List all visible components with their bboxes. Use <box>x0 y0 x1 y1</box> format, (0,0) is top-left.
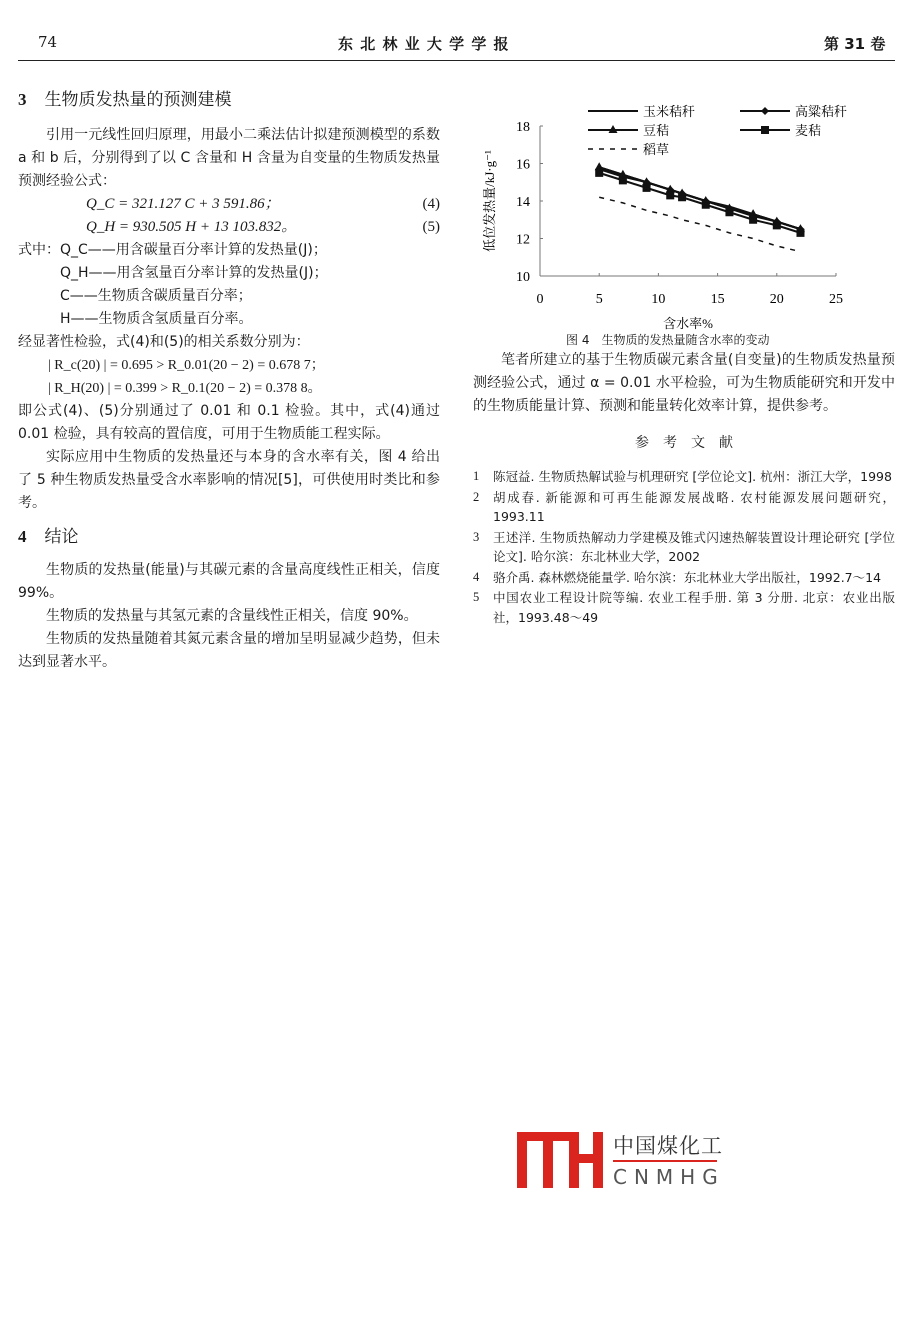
page-number: 74 <box>38 33 58 51</box>
reference-item <box>473 568 895 588</box>
reference-item <box>473 528 895 567</box>
paragraph: 引用一元线性回归原理，用最小二乘法估计拟建预测模型的系数 a 和 b 后，分别得到了以 C 含量和 H 含量为自变量的生物质发热量预测经验公式： <box>18 127 440 189</box>
equation-4: Q_C = 321.127 C + 3 591.86； (4) <box>86 196 440 212</box>
legend-marker <box>761 126 769 134</box>
data-point <box>643 184 651 192</box>
x-tick-label: 15 <box>710 292 725 307</box>
y-tick-label: 18 <box>516 120 530 135</box>
x-tick-label: 25 <box>829 292 843 307</box>
references-heading: 参 考 文 献 <box>635 435 733 451</box>
reference-text: 胡成春. 新能源和可再生能源发展战略. 农村能源发展问题研究，1993.11 <box>493 489 895 524</box>
data-point <box>796 229 804 237</box>
data-point <box>749 216 757 224</box>
y-tick-label: 10 <box>516 270 530 285</box>
reference-text: 陈冠益. 生物质热解试验与机理研究 [学位论文]. 杭州：浙江大学，1998 <box>493 469 892 484</box>
definition: C——生物质含碳质量百分率； <box>60 288 252 304</box>
legend-label: 麦秸 <box>795 123 822 138</box>
logo-text-cn: 中国煤化工 <box>613 1134 723 1158</box>
series-line <box>599 173 800 233</box>
x-axis-label: 含水率% <box>663 316 713 331</box>
cnmhg-logo <box>515 1130 725 1192</box>
section-3-heading: 3 生物质发热量的预测建模 <box>18 90 232 110</box>
paragraph: 生物质的发热量与其氢元素的含量线性正相关，信度 90%。 <box>46 608 418 624</box>
y-axis-label: 低位发热量/kJ·g⁻¹ <box>482 150 497 252</box>
y-tick-label: 12 <box>516 232 530 248</box>
logo-mark-icon <box>515 1130 605 1190</box>
reference-number: 3 <box>473 529 480 544</box>
reference-number: 5 <box>473 590 480 604</box>
reference-item <box>473 488 895 527</box>
reference-number: 4 <box>473 569 480 584</box>
definition: Q_H——用含氢量百分率计算的发热量(J)； <box>60 265 328 281</box>
figure-4-chart <box>470 95 910 340</box>
legend-label: 玉米秸秆 <box>643 104 696 119</box>
series-line <box>599 167 800 229</box>
data-point <box>725 208 733 216</box>
x-tick-label: 20 <box>769 292 784 307</box>
logo-text-en: CNMHG <box>613 1165 725 1189</box>
y-tick-label: 14 <box>516 195 530 210</box>
data-point <box>678 193 686 201</box>
data-point <box>666 191 674 199</box>
definition: H——生物质含氢质量百分率。 <box>60 311 253 327</box>
y-tick-label: 16 <box>516 157 530 173</box>
legend-label: 豆秸 <box>643 123 670 138</box>
paragraph: 生物质的发热量(能量)与其碳元素的含量高度线性正相关，信度 99%。 <box>18 562 440 601</box>
x-tick-label: 10 <box>651 292 666 307</box>
volume-label: 第 31 卷 <box>824 35 886 53</box>
x-tick-label: 5 <box>595 292 603 307</box>
reference-text: 骆介禹. 森林燃烧能量学. 哈尔滨：东北林业大学出版社，1992.7～14 <box>493 569 882 585</box>
paragraph: 经显著性检验，式(4)和(5)的相关系数分别为： <box>18 334 310 350</box>
figure-caption: 图 4 生物质的发热量随含水率的变动 <box>566 333 770 347</box>
logo-rule <box>613 1160 717 1162</box>
legend-marker <box>761 107 769 115</box>
paragraph: 生物质的发热量随着其氮元素含量的增加呈明显减少趋势，但未达到显著水平。 <box>18 631 440 670</box>
data-point <box>773 221 781 229</box>
right-column <box>473 349 895 628</box>
paragraph: 实际应用中生物质的发热量还与本身的含水率有关，图 4 给出了 5 种生物质发热量受含水率影响的情况[5]，可供使用时类比和参考。 <box>18 449 440 511</box>
reference-item <box>473 588 895 627</box>
header-rule <box>18 60 895 61</box>
data-point <box>619 176 627 184</box>
equation-5: Q_H = 930.505 H + 13 103.832。 (5) <box>86 219 440 235</box>
correlation-h: | R_H(20) | = 0.399 > R_0.1(20 − 2) = 0.378 8。 <box>48 381 322 396</box>
reference-number: 2 <box>473 489 480 504</box>
left-column <box>18 88 440 674</box>
reference-item <box>473 467 895 487</box>
paragraph: 笔者所建立的基于生物质碳元素含量(自变量)的生物质发热量预测经验公式，通过 α = 0.01 水平检验，可为生物质能研究和开发中的生物质能量计算、预测和能量转化效率计算，提供参考。 <box>473 352 895 414</box>
correlation-c: | R_c(20) | = 0.695 > R_0.01(20 − 2) = 0.678 7； <box>48 358 325 373</box>
data-point <box>702 201 710 209</box>
paragraph: 即公式(4)、(5)分别通过了 0.01 和 0.1 检验。其中，式(4)通过 0.01 检验，具有较高的置信度，可用于生物质能工程实际。 <box>18 403 440 442</box>
definitions: 式中：Q_C——用含碳量百分率计算的发热量(J)； <box>18 242 327 258</box>
x-tick-label: 0 <box>536 292 544 307</box>
section-4-heading: 4 结论 <box>18 527 79 547</box>
journal-title: 东 北 林 业 大 学 学 报 <box>338 35 510 53</box>
reference-number: 1 <box>473 469 480 483</box>
reference-list <box>473 467 895 627</box>
reference-text: 王述洋. 生物质热解动力学建模及锥式闪速热解装置设计理论研究 [学位论文]. 哈尔滨：东北林业大学，2002 <box>493 529 895 564</box>
legend-label: 稻草 <box>643 142 670 157</box>
legend-label: 高粱秸秆 <box>795 104 848 119</box>
reference-text: 中国农业工程设计院等编. 农业工程手册. 第 3 分册. 北京：农业出版社，1993.48～49 <box>493 590 895 625</box>
data-point <box>595 169 603 177</box>
